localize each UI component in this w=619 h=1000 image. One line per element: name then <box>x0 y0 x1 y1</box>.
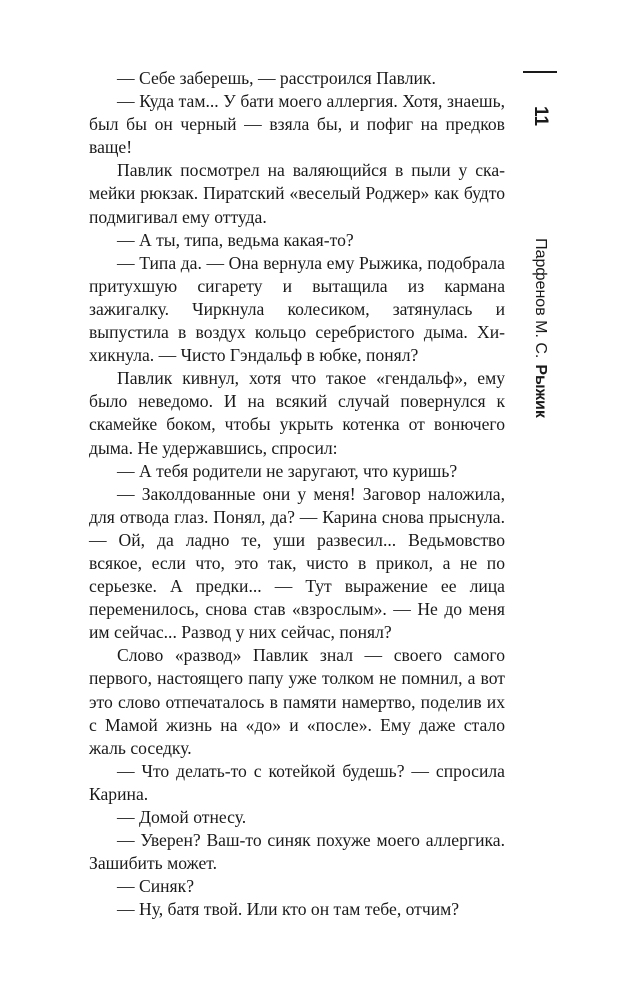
paragraph: — Домой отнесу. <box>117 807 247 827</box>
paragraph: — Куда там... У бати моего аллергия. Хотя, знаешь, был бы он черный — взяла бы, и пофиг на предков ваще! <box>89 91 505 158</box>
margin-rule <box>523 71 557 73</box>
running-head <box>531 238 549 418</box>
running-head-author: Парфенов М. С. <box>532 238 549 359</box>
paragraph: Слово «развод» Павлик знал — своего самого первого, настоящего папу уже толком не помнил, а вот это слово отпечаталось в памяти намертво, поделив их с Мамой жизнь на «до» и «после». Ему даже стало жаль соседку. <box>89 645 505 758</box>
paragraph: — Ну, батя твой. Или кто он там тебе, отчим? <box>117 899 460 920</box>
paragraph: — Заколдованные они у меня! Заговор наложила, для отвода глаз. Понял, да? — Карина снова прыснула. — Ой, да ладно те, уши развесил... Ведьмовство всякое, если что, это так, чисто в прикол, а не по серьезке. А предки... — Тут выражение ее лица переменилось, снова став «взрослым». — Не до меня им сейчас... Развод у них сейчас, понял? <box>89 483 505 643</box>
paragraph: — Себе заберешь, — расстроился Павлик. <box>117 68 436 88</box>
paragraph: — Что делать-то с котейкой будешь? — спросила Карина. <box>89 760 505 804</box>
paragraph: — Уверен? Ваш-то синяк похуже моего аллергика. Зашибить может. <box>89 830 505 874</box>
paragraph: — А тебя родители не заругают, что куришь? <box>117 460 458 481</box>
body-text <box>89 67 505 921</box>
running-head-title: Рыжик <box>532 364 549 418</box>
paragraph: — А ты, типа, ведьма какая-то? <box>117 229 354 250</box>
paragraph: — Типа да. — Она вернула ему Рыжика, подобрала притухшую сигарету и вытащила из кармана зажигалку. Чиркнула колесиком, затянулась и выпустила в воздух кольцо серебристого дыма. Хихикнула. — Чисто Гэндальф в юбке, понял? <box>89 252 505 366</box>
page-number: 11 <box>530 105 551 127</box>
paragraph: Павлик посмотрел на валяющийся в пыли у скамейки рюкзак. Пиратский «веселый Роджер» как будто подмигивал ему оттуда. <box>89 160 505 227</box>
paragraph: — Синяк? <box>117 876 195 897</box>
paragraph: Павлик кивнул, хотя что такое «гендальф», ему было неведомо. И на всякий случай повернулся к скамейке боком, чтобы укрыть котенка от вонючего дыма. Не удержавшись, спросил: <box>89 368 505 458</box>
